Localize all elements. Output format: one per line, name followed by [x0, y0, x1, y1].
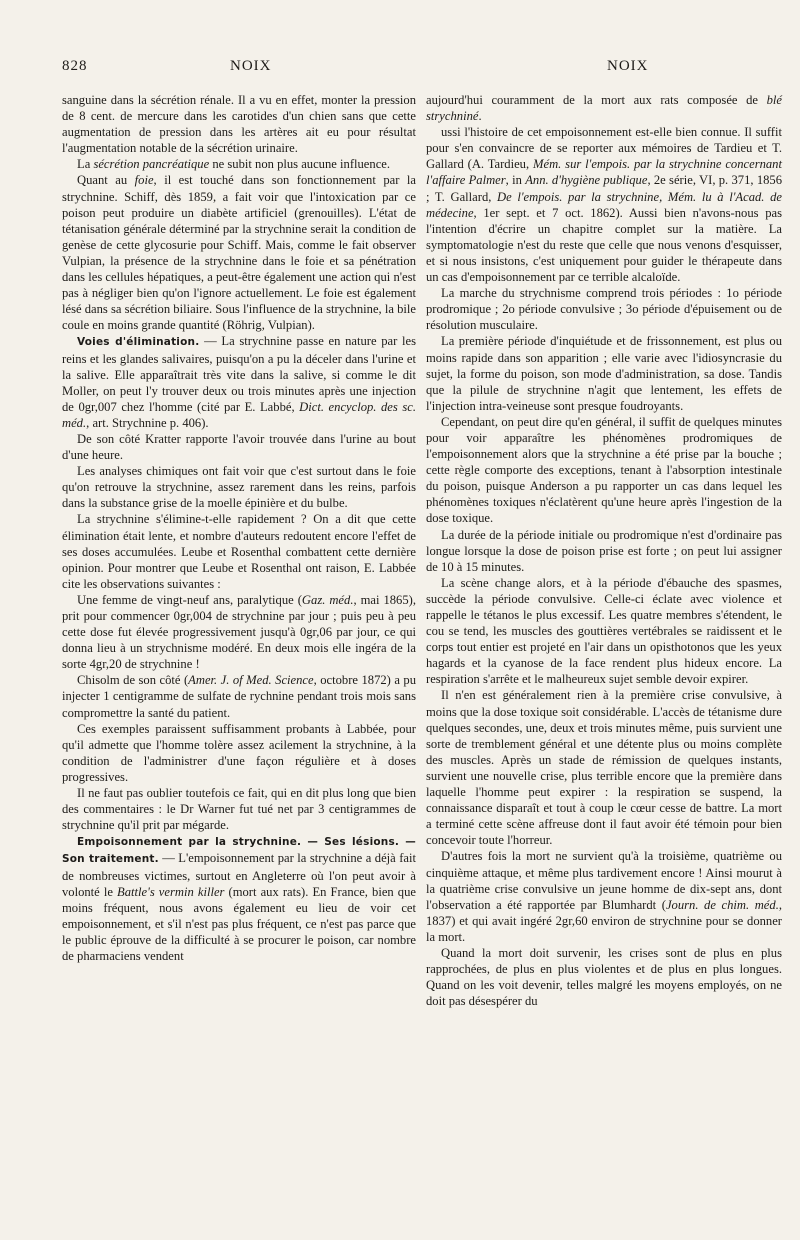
paragraph: Ces exemples paraissent suffisamment probants à Labbée, pour qu'il admette que l'homme tolère assez acilement la strychnine, à la condition de l'administrer d'une façon régulière et à doses progressives. — [62, 721, 416, 784]
paragraph: Une femme de vingt-neuf ans, paralytique (Gaz. méd., mai 1865), prit pour commencer 0gr,004 de strychnine par jour ; puis peu à peu cette dose fut élevée progressivement jusqu'à 0gr,06 par jour, ce qui donna lieu à un strychnisme modéré. En deux mois elle ingéra de la sorte 4gr,20 de strychnine ! — [62, 592, 416, 672]
paragraph: sanguine dans la sécrétion rénale. Il a vu en effet, monter la pression de 8 cent. de mercure dans les carotides d'un chien sans que cette augmentation de pression dans les artères ait eu pour résultat l'augmentation notable de la sécrétion urinaire. — [62, 93, 416, 156]
paragraph: La strychnine s'élimine-t-elle rapidement ? On a dit que cette élimination était lente, et nombre d'auteurs redoutent encore l'effet de ses doses accumulées. Leube et Rosenthal combattent cette dernière opinion. Pour montrer que Leube et Rosenthal ont raison, E. Labbée cite les observations suivantes : — [62, 512, 416, 591]
page-number: 828 — [62, 58, 88, 74]
paragraph: La sécrétion pancréatique ne subit non plus aucune influence. — [77, 157, 391, 172]
paragraph: La scène change alors, et à la période d'ébauche des spasmes, succède la période convulsive. Celle-ci éclate avec violence et rappelle le tétanos le plus excessif. Les quatre membres s'étendent, le cou se tend, les muscles des gouttières vertébrales se raidissent et le corps tout entier est projeté en l'air dans un opisthotonos que les yeux hagards et la cyanose de la face rendent plus hideux encore. La respiration s'arrête et le malheureux sujet semble devoir expirer. — [426, 575, 782, 687]
paragraph: Voies d'élimination. — La strychnine passe en nature par les reins et les glandes salivaires, puisqu'on a pu la déceler dans l'urine et la salive. Elle apparaîtrait très vite dans la salive, si comme le dit Moller, on peut l'y trouver deux ou trois minutes après une injection de 0gr,007 chez l'homme (cité par E. Labbé, Dict. encyclop. des sc. méd., art. Strychnine p. 406). — [62, 334, 416, 430]
paragraph: D'autres fois la mort ne survient qu'à la troisième, quatrième ou cinquième attaque, et même plus tardivement encore ! Ainsi mourut à la quatrième crise convulsive un jeune homme de dix-sept ans, dont l'observation a été rapportée par Blumhardt (Journ. de chim. méd., 1837) et qui avait ingéré 2gr,60 environ de strychnine pour se donner la mort. — [426, 849, 782, 944]
left-running-title: NOIX — [230, 58, 272, 74]
paragraph: Quant au foie, il est touché dans son fonctionnement par la strychnine. Schiff, dès 1859, a fait voir que l'intoxication par ce poison peut produire un diabète artificiel (grenouilles). L'état de tétanisation générale déterminé par la strychnine serait la condition de genèse de cette glycosurie pour Schiff. Mais, comme le fait observer Vulpian, la présence de la strychnine dans le foie et sa pénétration dans les cellules hépatiques, a peut-être également une action qui n'est pas à négliger bien qu'on l'ignore actuellement. Le foie est également lésé dans sa sécrétion biliaire. Sous l'influence de la strychnine, la bile coule en moins grande quantité (Röhrig, Vulpian). — [62, 173, 416, 333]
paragraph: Il ne faut pas oublier toutefois ce fait, qui en dit plus long que bien des commentaires : le Dr Warner fut tué net par 3 centigrammes de strychnine qu'il prit par mégarde. — [62, 786, 416, 833]
paragraph: Les analyses chimiques ont fait voir que c'est surtout dans le foie qu'on retrouve la strychnine, assez rarement dans les reins, parfois dans la substance grise de la moelle épinière et du bulbe. — [62, 464, 416, 511]
running-header — [0, 58, 800, 82]
paragraph: Il n'en est généralement rien à la première crise convulsive, à moins que la dose toxique soit considérable. L'accès de tétanisme dure quelques secondes, une, deux et trois minutes même, puis survient une sorte de tremblement général et une détente plus ou moins complète des muscles. Après un stade de rémission de quelques instants, survient une nouvelle crise, plus terrible encore que la première dans laquelle l'homme peut expirer : la respiration se suspend, la connaissance disparaît et tout à coup le cœur cesse de battre. La mort a terminé cette scène affreuse dont il faut avoir été témoin pour bien concevoir toute l'horreur. — [426, 688, 782, 848]
paragraph: La durée de la période initiale ou prodromique n'est d'ordinaire pas longue lorsque la dose de poison prise est forte ; on peut lui assigner de 10 à 15 minutes. — [426, 527, 782, 574]
paragraph: Chisolm de son côté (Amer. J. of Med. Science, octobre 1872) a pu injecter 1 centigramme de sulfate de rychnine pendant trois mois sans compromettre la santé du patient. — [62, 673, 416, 720]
paragraph: Empoisonnement par la strychnine. — Ses lésions. — Son traitement. — L'empoisonnement par la strychnine a déjà fait de nombreuses victimes, surtout en Angleterre où l'on peut avoir à volonté le Battle's vermin killer (mort aux rats). En France, bien que moins fréquent, nous avons également eu lieu de voir cet empoisonnement, et s'il n'est pas plus fréquent, ce n'est pas parce que le public éprouve de la difficulté à se procurer le poison, car nombre de pharmaciens vendent — [62, 836, 416, 963]
paragraph: De son côté Kratter rapporte l'avoir trouvée dans l'urine au bout d'une heure. — [62, 431, 416, 463]
section-heading: Voies d'élimination. — [77, 336, 200, 349]
paragraph: ussi l'histoire de cet empoisonnement est-elle bien connue. Il suffit pour s'en convaincre de se reporter aux mémoires de Tardieu et T. Gallard (A. Tardieu, Mém. sur l'empois. par la strychnine concernant l'affaire Palmer, in Ann. d'hygiène publique, 2e série, VI, p. 371, 1856 ; T. Gallard, De l'empois. par la strychnine, Mém. lu à l'Acad. de médecine, 1er sept. et 7 oct. 1862). Aussi bien n'avons-nous pas l'intention d'écrire un chapitre complet sur la matière. La symptomatologie n'est du reste que celle que nous venons d'esquisser, et si nous insistons, c'est uniquement pour guider le thérapeute dans un cas d'empoisonnement par ce terrible alcaloïde. — [426, 125, 783, 285]
paragraph: aujourd'hui couramment de la mort aux rats composée de blé strychniné. — [426, 93, 782, 124]
paragraph: La première période d'inquiétude et de frissonnement, est plus ou moins rapide dans son apparition ; elle varie avec l'idiosyncrasie du sujet, la forme du poison, son mode d'administration, sa dose. Tandis que la pilule de strychnine n'agit que lentement, les effets de l'injection intra-veineuse sont presque foudroyants. — [426, 334, 782, 413]
right-column — [426, 92, 782, 1009]
right-running-title: NOIX — [607, 58, 649, 74]
left-column — [62, 92, 416, 964]
paragraph: La marche du strychnisme comprend trois périodes : 1o période prodromique ; 2o période convulsive ; 3o période d'épuisement ou de résolution musculaire. — [426, 286, 782, 333]
paragraph: Quand la mort doit survenir, les crises sont de plus en plus rapprochées, de plus en plus violentes et de plus en plus longues. Quand on les voit devenir, telles malgré les moyens employés, on ne doit pas désespérer du — [426, 945, 782, 1009]
paragraph: Cependant, on peut dire qu'en général, il suffit de quelques minutes pour voir apparaître les phénomènes prodromiques de l'empoisonnement alors que la strychnine a été prise par la bouche ; cette règle comporte des exceptions, tenant à l'absorption intestinale du poison, puisque Anderson a pu rapporter un cas dans lequel les phénomènes toxiques n'éclatèrent qu'une heure après l'ingestion de la dose toxique. — [426, 414, 782, 526]
section-heading: Empoisonnement par la strychnine. — Ses lésions. — Son traitement. — [62, 836, 416, 866]
